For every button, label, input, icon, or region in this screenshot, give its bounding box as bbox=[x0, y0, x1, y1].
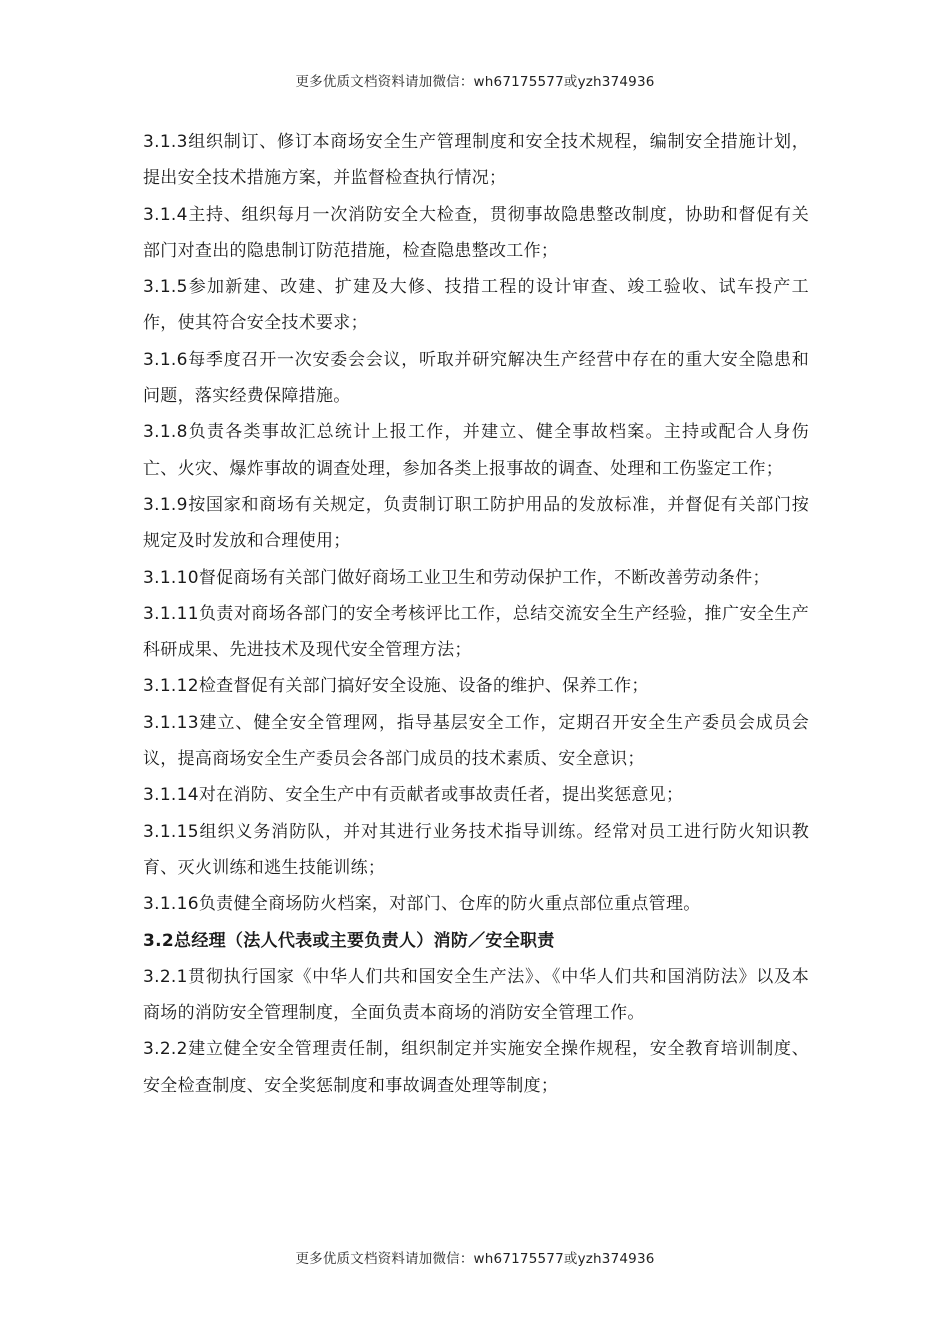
paragraph-3-1-14: 3.1.14对在消防、安全生产中有贡献者或事故责任者，提出奖惩意见； bbox=[143, 785, 684, 806]
document-body bbox=[143, 124, 809, 1104]
paragraph-3-1-11: 3.1.11负责对商场各部门的安全考核评比工作，总结交流安全生产经验，推广安全生产科研成果、先进技术及现代安全管理方法； bbox=[143, 603, 809, 661]
paragraph-3-1-12: 3.1.12检查督促有关部门搞好安全设施、设备的维护、保养工作； bbox=[143, 676, 649, 697]
paragraph-3-1-16: 3.1.16负责健全商场防火档案，对部门、仓库的防火重点部位重点管理。 bbox=[143, 894, 701, 915]
paragraph-3-1-3: 3.1.3组织制订、修订本商场安全生产管理制度和安全技术规程，编制安全措施计划，提出安全技术措施方案，并监督检查执行情况； bbox=[143, 132, 809, 189]
section-heading-3-2: 3.2总经理（法人代表或主要负责人）消防／安全职责 bbox=[143, 930, 555, 951]
paragraph-3-1-10: 3.1.10督促商场有关部门做好商场工业卫生和劳动保护工作，不断改善劳动条件； bbox=[143, 567, 770, 588]
paragraph-3-1-5: 3.1.5参加新建、改建、扩建及大修、技措工程的设计审查、竣工验收、试车投产工作，使其符合安全技术要求； bbox=[143, 277, 809, 334]
paragraph-3-1-13: 3.1.13建立、健全安全管理网，指导基层安全工作，定期召开安全生产委员会成员会议，提高商场安全生产委员会各部门成员的技术素质、安全意识； bbox=[143, 712, 809, 770]
page-header: 更多优质文档资料请加微信：wh67175577或yzh374936 bbox=[295, 74, 655, 90]
paragraph-3-1-4: 3.1.4主持、组织每月一次消防安全大检查，贯彻事故隐患整改制度，协助和督促有关部门对查出的隐患制订防范措施，检查隐患整改工作； bbox=[143, 204, 809, 261]
paragraph-3-1-15: 3.1.15组织义务消防队，并对其进行业务技术指导训练。经常对员工进行防火知识教育、灭火训练和逃生技能训练； bbox=[143, 821, 809, 878]
paragraph-3-1-6: 3.1.6每季度召开一次安委会会议，听取并研究解决生产经营中存在的重大安全隐患和问题，落实经费保障措施。 bbox=[143, 349, 809, 407]
paragraph-3-2-1: 3.2.1贯彻执行国家《中华人们共和国安全生产法》、《中华人们共和国消防法》以及本商场的消防安全管理制度，全面负责本商场的消防安全管理工作。 bbox=[143, 966, 809, 1024]
paragraph-3-2-2: 3.2.2建立健全安全管理责任制，组织制定并实施安全操作规程，安全教育培训制度、安全检查制度、安全奖惩制度和事故调查处理等制度； bbox=[143, 1039, 809, 1096]
page-footer: 更多优质文档资料请加微信：wh67175577或yzh374936 bbox=[295, 1251, 655, 1267]
paragraph-3-1-9: 3.1.9按国家和商场有关规定，负责制订职工防护用品的发放标准，并督促有关部门按规定及时发放和合理使用； bbox=[143, 494, 809, 552]
paragraph-3-1-8: 3.1.8负责各类事故汇总统计上报工作，并建立、健全事故档案。主持或配合人身伤亡、火灾、爆炸事故的调查处理，参加各类上报事故的调查、处理和工伤鉴定工作； bbox=[143, 422, 809, 479]
